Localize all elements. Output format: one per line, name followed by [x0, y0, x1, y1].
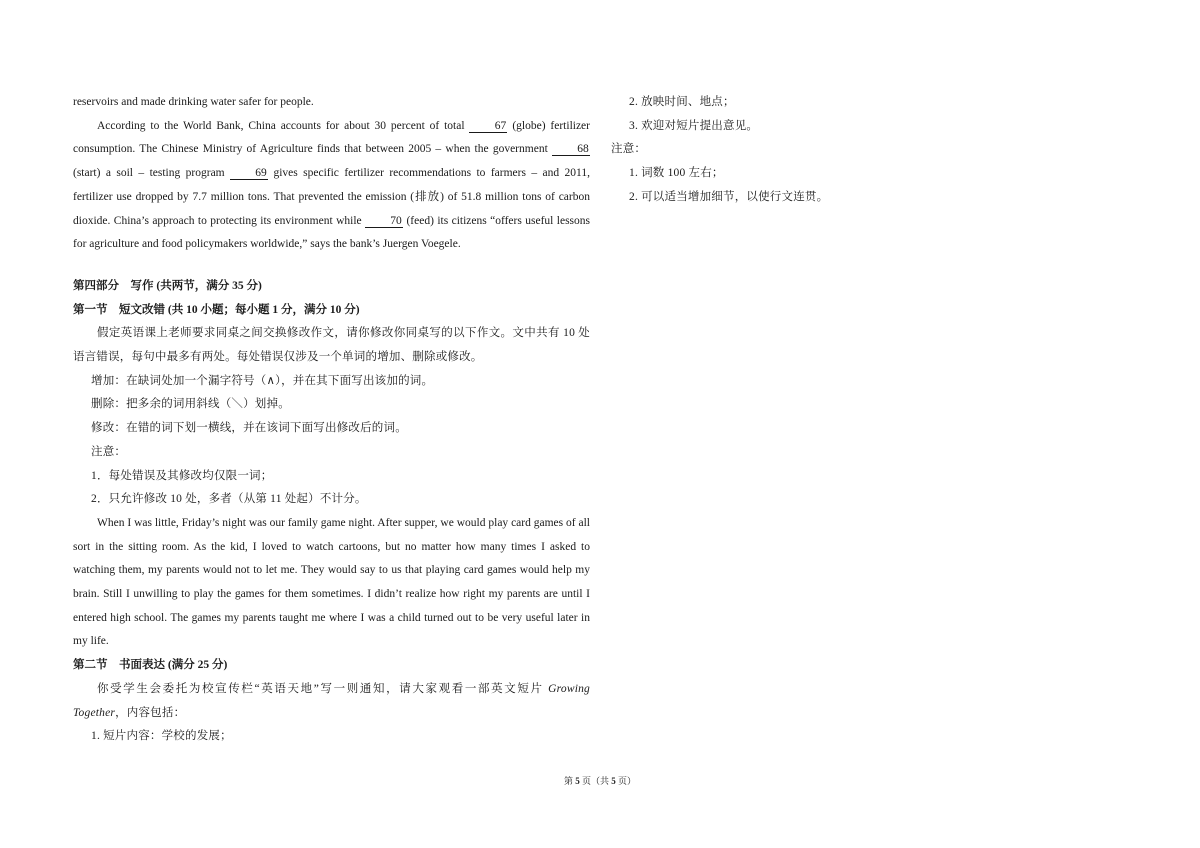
note-label: 注意： [91, 445, 127, 458]
task-item-3: 3. 欢迎对短片提出意见。 [629, 119, 759, 132]
left-column [73, 91, 590, 749]
note-1: 1．每处错误及其修改均仅限一词； [91, 469, 273, 482]
task-item-1: 1. 短片内容：学校的发展； [91, 730, 232, 743]
blank-70: 70 [365, 215, 403, 228]
passage-text: gives specific fertilizer recommendations to farmers – and 2011, fertilizer use dropped by 7.7 million tons. That prevented the emission (排放) of 51.8 million tons of carbon dioxide. China’s approach to protecting its environment while [73, 167, 591, 227]
section1-heading: 第一节 短文改错 (共 10 小题；每小题 1 分，满分 10 分) [73, 303, 360, 316]
page-total: 5 [611, 776, 616, 786]
page-number: 5 [575, 776, 580, 786]
note-2: 2．只允许修改 10 处，多者（从第 11 处起）不计分。 [91, 493, 367, 506]
rule-modify: 修改：在错的词下划一横线，并在该词下面写出修改后的词。 [91, 422, 407, 435]
requirement-1: 1. 词数 100 左右； [629, 167, 724, 180]
passage-text: (feed) its citizens “offers useful lessons for agriculture and food policymakers worldwide,” says the bank’s Juergen Voegele. [73, 214, 590, 251]
passage-paragraph [73, 115, 590, 257]
task-item-2: 2. 放映时间、地点； [629, 96, 735, 108]
footer-text: 第 [563, 776, 576, 786]
passage-text: (start) a soil – testing program [73, 167, 231, 180]
passage-text: According to the World Bank, China accounts for about 30 percent of total [97, 119, 470, 132]
blank-69: 69 [230, 167, 268, 180]
blank-67: 67 [469, 120, 507, 133]
essay-text: When I was little, Friday’s night was our family game night. After supper, we would play card games of all sort in the sitting room. As the kid, I loved to watch cartoons, but no matter how many times I asked to watching them, my parents would not to let me. They would say to us that playing card games would help my brain. Still I unwilling to play the games for them sometimes. I didn’t realize how right my parents are until I entered high school. The games my parents taught me where I was a child turned out to be very useful later in my life. [73, 516, 590, 648]
task-text: ，内容包括： [115, 706, 186, 719]
task-description [73, 678, 590, 725]
requirement-2: 2. 可以适当增加细节，以使行文连贯。 [629, 190, 829, 203]
rule-add: 增加：在缺词处加一个漏字符号（∧），并在其下面写出该加的词。 [91, 374, 434, 387]
passage-text: (globe) fertilizer consumption. The Chinese Ministry of Agriculture finds that between 2005 – when the government [73, 119, 590, 156]
page-footer [0, 774, 1200, 787]
section2-heading: 第二节 书面表达 (满分 25 分) [73, 659, 228, 672]
part4-heading: 第四部分 写作 (共两节，满分 35 分) [73, 279, 262, 292]
right-column [611, 91, 971, 210]
requirements-label: 注意： [611, 143, 647, 156]
section1-intro: 假定英语课上老师要求同桌之间交换修改作文，请你修改你同桌写的以下作文。文中共有 10 处语言错误，每句中最多有两处。每处错误仅涉及一个单词的增加、删除或修改。 [73, 327, 590, 364]
spacer [73, 257, 590, 275]
footer-text: 页（共 [579, 776, 612, 786]
passage-line: reservoirs and made drinking water safer for people. [73, 96, 314, 108]
film-title: Growing Together [73, 682, 590, 719]
task-text: 你受学生会委托为校宣传栏“英语天地”写一则通知，请大家观看一部英文短片 [97, 682, 549, 695]
footer-text: 页） [615, 776, 637, 786]
blank-68: 68 [552, 143, 590, 156]
rule-delete: 删除：把多余的词用斜线（＼）划掉。 [91, 398, 290, 411]
